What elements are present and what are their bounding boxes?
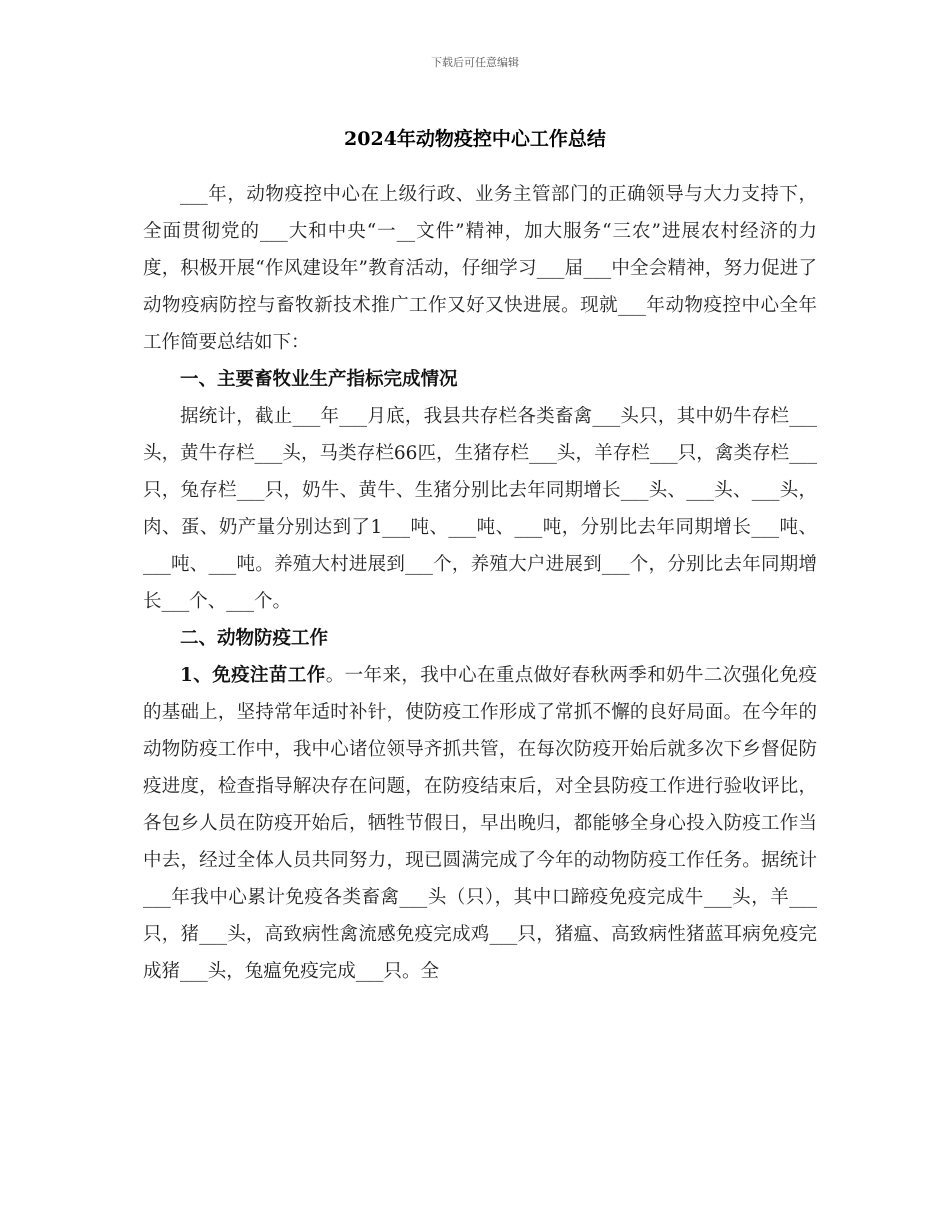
document-body	[143, 176, 817, 990]
intro-paragraph: ___年，动物疫控中心在上级行政、业务主管部门的正确领导与大力支持下，全面贯彻党的___大和中央“一__文件”精神，加大服务“三农”进展农村经济的力度，积极开展“作风建设年”教育活动，仔细学习___届___中全会精神，努力促进了动物疫病防控与畜牧新技术推广工作又好又快进展。现就___年动物疫控中心全年工作简要总结如下：	[143, 184, 817, 353]
item1-text: 。一年来，我中心在重点做好春秋两季和奶牛二次强化免疫的基础上，坚持常年适时补针，使防疫工作形成了常抓不懈的良好局面。在今年的动物防疫工作中，我中心诸位领导齐抓共管，在每次防疫开始后就多次下乡督促防疫进度，检查指导解决存在问题，在防疫结束后，对全县防疫工作进行验收评比，各包乡人员在防疫开始后，牺牲节假日，早出晚归，都能够全身心投入防疫工作当中去，经过全体人员共同努力，现已圆满完成了今年的动物防疫工作任务。据统计___年我中心累计免疫各类畜禽___头（只），其中口蹄疫免疫完成牛___头，羊___只，猪___头，高致病性禽流感免疫完成鸡___只，猪瘟、高致病性猪蓝耳病免疫完成猪___头，兔瘟免疫完成___只。全	[143, 665, 818, 982]
section1-paragraph: 据统计，截止___年___月底，我县共存栏各类畜禽___头只，其中奶牛存栏___头，黄牛存栏___头，马类存栏66匹，生猪存栏___头，羊存栏___只，禽类存栏___只，兔存栏___只，奶牛、黄牛、生猪分别比去年同期增长___头、___头、___头，肉、蛋、奶产量分别达到了1___吨、___吨、___吨，分别比去年同期增长___吨、___吨、___吨。养殖大村进展到___个，养殖大户进展到___个，分别比去年同期增长___个、___个。	[143, 406, 817, 612]
item1-lead: 1、免疫注苗工作	[180, 665, 326, 686]
section1-heading: 一、主要畜牧业生产指标完成情况	[180, 369, 458, 390]
section2-item1-paragraph	[143, 657, 817, 990]
document-title: 2024年动物疫控中心工作总结	[344, 128, 606, 150]
header-note: 下载后可任意编辑	[431, 56, 519, 69]
section2-heading: 二、动物防疫工作	[180, 628, 329, 649]
